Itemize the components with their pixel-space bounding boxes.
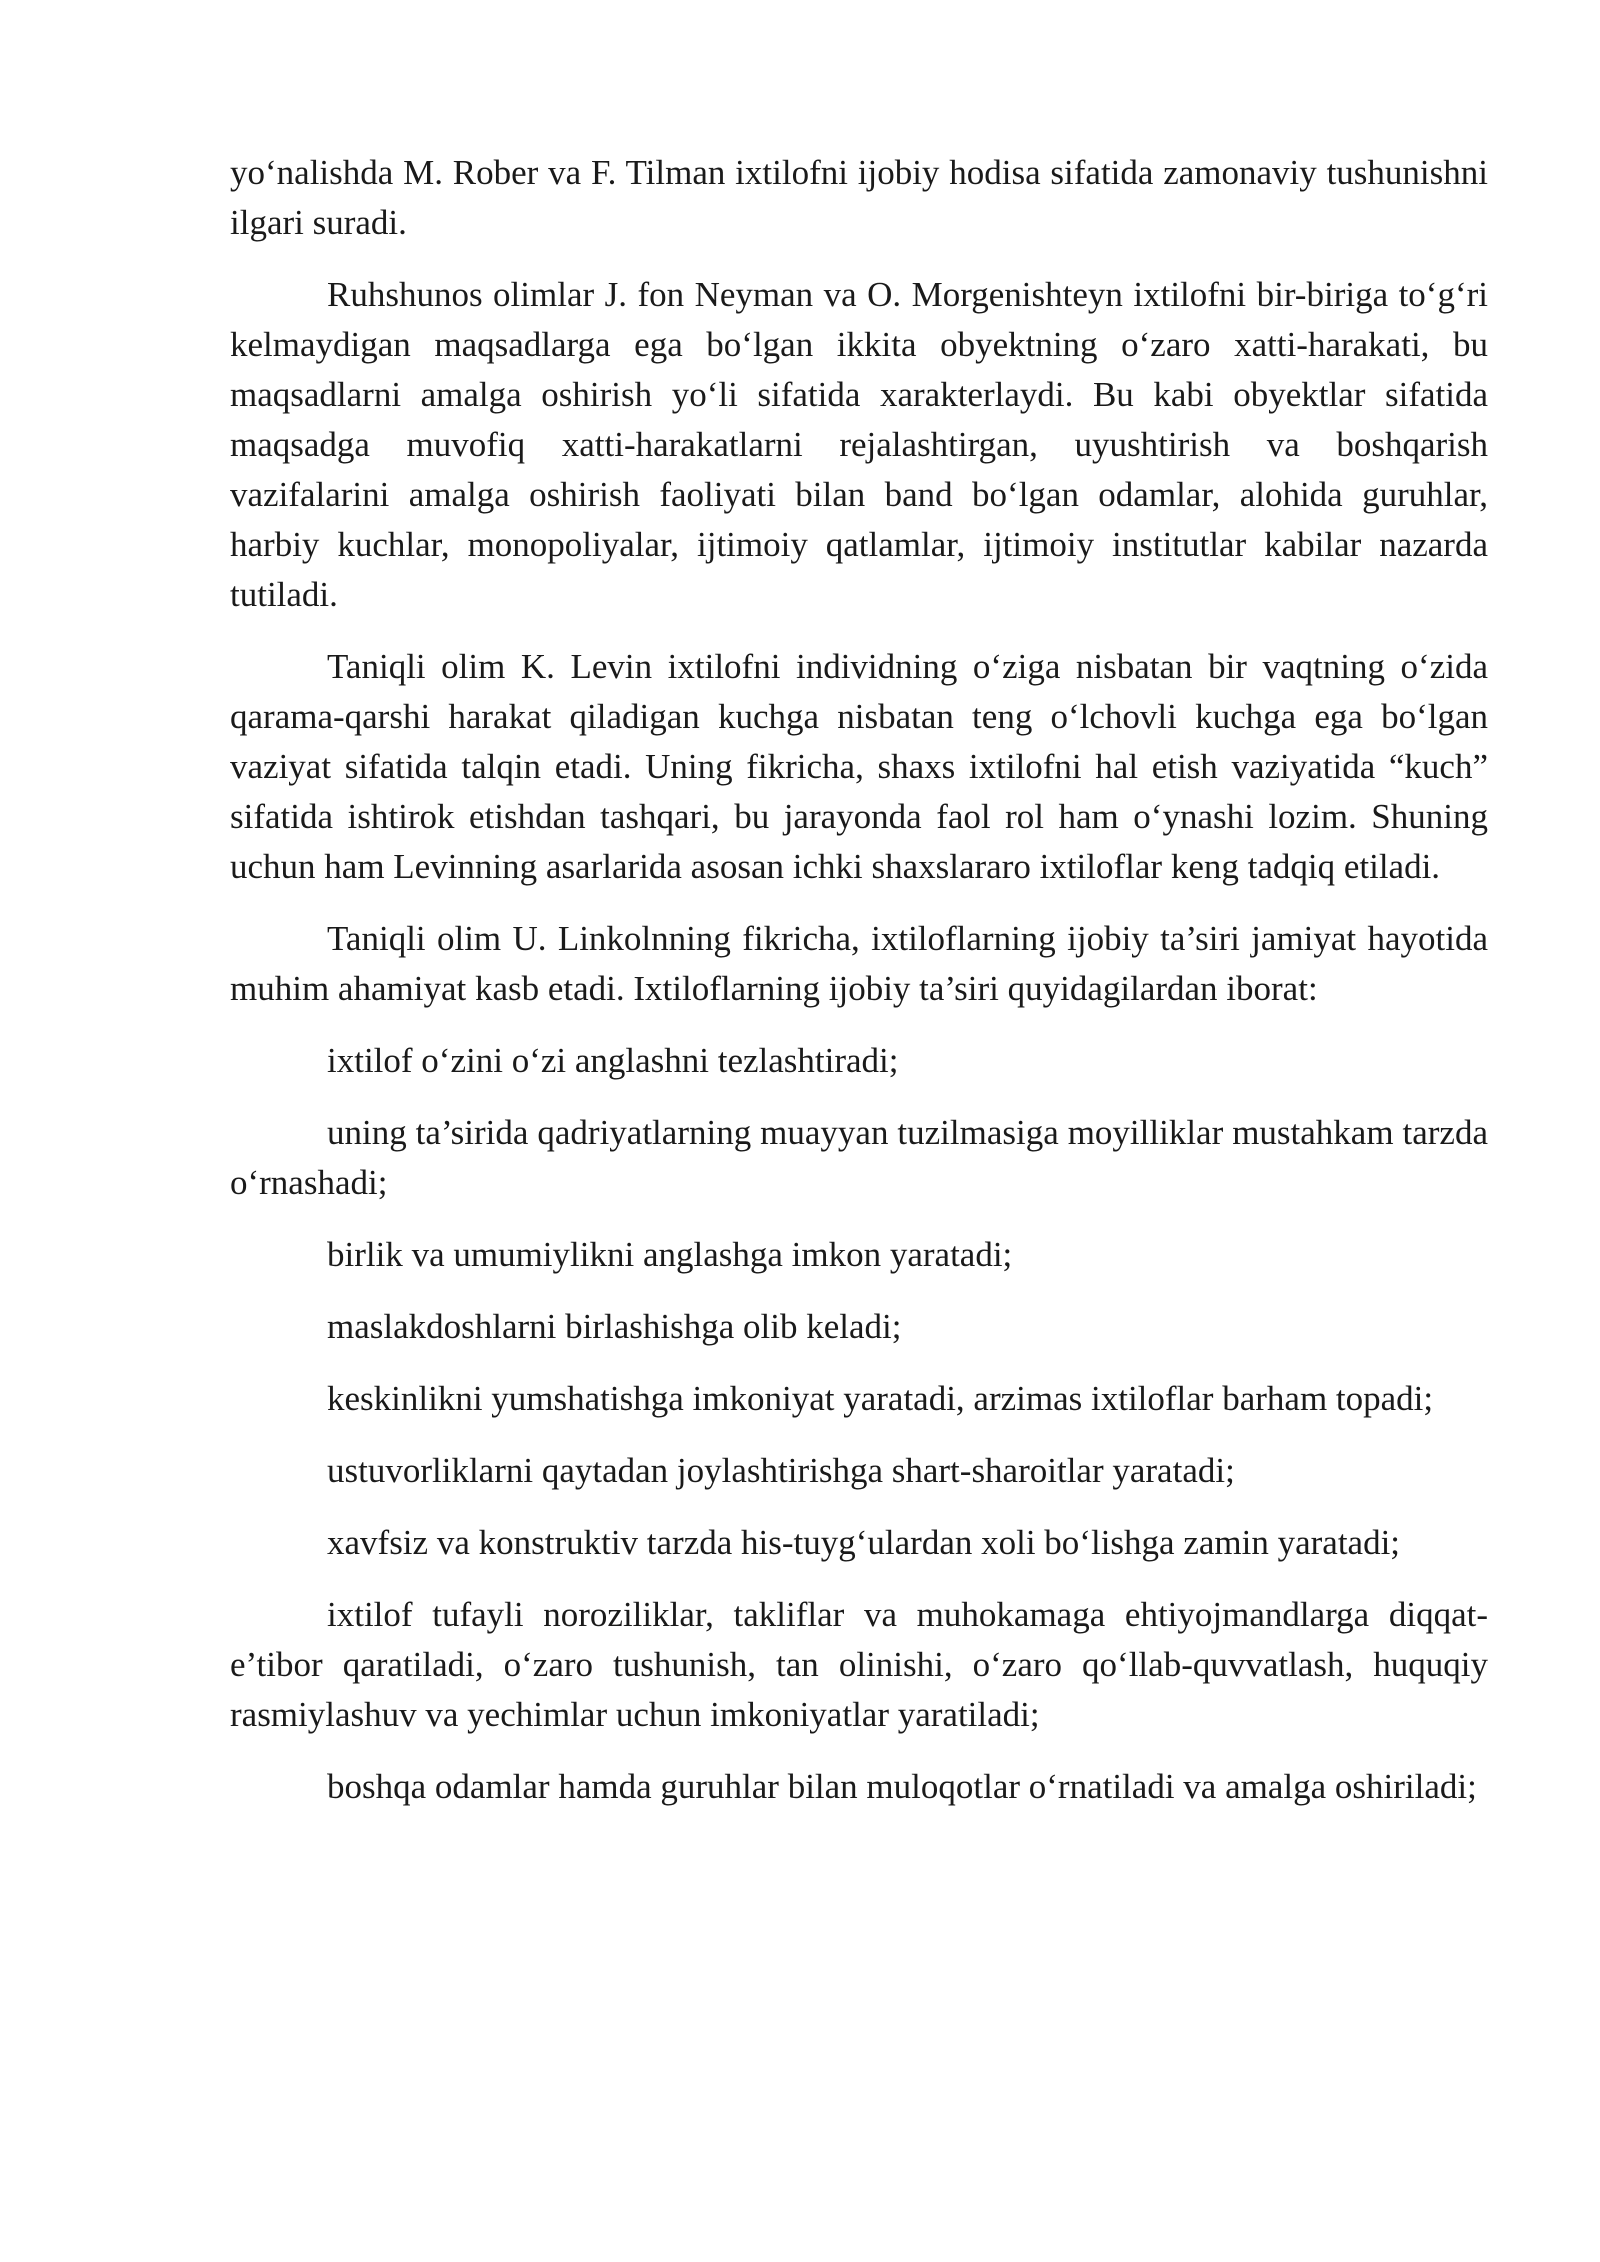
document-page (230, 148, 1488, 1834)
list-item: keskinlikni yumshatishga imkoniyat yaratadi, arzimas ixtiloflar barham topadi; (327, 1379, 1434, 1418)
list-item: xavfsiz va konstruktiv tarzda his-tuyg‘ulardan xoli bo‘lishga zamin yaratadi; (327, 1523, 1401, 1562)
list-item: maslakdoshlarni birlashishga olib keladi; (327, 1307, 902, 1346)
list-item: ixtilof o‘zini o‘zi anglashni tezlashtiradi; (327, 1041, 899, 1080)
list-item: uning ta’sirida qadriyatlarning muayyan tuzilmasiga moyilliklar mustahkam tarzda o‘rnashadi; (230, 1113, 1488, 1202)
list-item: ixtilof tufayli noroziliklar, takliflar va muhokamaga ehtiyojmandlarga diqqat-e’tibor qaratiladi, o‘zaro tushunish, tan olinishi, o‘zaro qo‘llab-quvvatlash, huquqiy rasmiylashuv va yechimlar uchun imkoniyatlar yaratiladi; (230, 1595, 1488, 1734)
paragraph-lincoln: Taniqli olim U. Linkolnning fikricha, ixtiloflarning ijobiy ta’siri jamiyat hayotida muhim ahamiyat kasb etadi. Ixtiloflarning ijobiy ta’siri quyidagilardan iborat: (230, 919, 1488, 1008)
paragraph-continuation: yo‘nalishda M. Rober va F. Tilman ixtilofni ijobiy hodisa sifatida zamonaviy tushunishni ilgari suradi. (230, 153, 1488, 242)
list-item: boshqa odamlar hamda guruhlar bilan muloqotlar o‘rnatiladi va amalga oshiriladi; (327, 1767, 1477, 1806)
paragraph-neumann-morgenstern: Ruhshunos olimlar J. fon Neyman va O. Morgenishteyn ixtilofni bir-biriga to‘g‘ri kelmaydigan maqsadlarga ega bo‘lgan ikkita obyektning o‘zaro xatti-harakati, bu maqsadlarni amalga oshirish yo‘li sifatida xarakterlaydi. Bu kabi obyektlar sifatida maqsadga muvofiq xatti-harakatlarni rejalashtirgan, uyushtirish va boshqarish vazifalarini amalga oshirish faoliyati bilan band bo‘lgan odamlar, alohida guruhlar, harbiy kuchlar, monopoliyalar, ijtimoiy qatlamlar, ijtimoiy institutlar kabilar nazarda tutiladi. (230, 275, 1488, 614)
list-item: ustuvorliklarni qaytadan joylashtirishga shart-sharoitlar yaratadi; (327, 1451, 1235, 1490)
paragraph-levin: Taniqli olim K. Levin ixtilofni individning o‘ziga nisbatan bir vaqtning o‘zida qarama-qarshi harakat qiladigan kuchga nisbatan teng o‘lchovli kuchga ega bo‘lgan vaziyat sifatida talqin etadi. Uning fikricha, shaxs ixtilofni hal etish vaziyatida “kuch” sifatida ishtirok etishdan tashqari, bu jarayonda faol rol ham o‘ynashi lozim. Shuning uchun ham Levinning asarlarida asosan ichki shaxslararo ixtiloflar keng tadqiq etiladi. (230, 647, 1488, 886)
list-item: birlik va umumiylikni anglashga imkon yaratadi; (327, 1235, 1013, 1274)
